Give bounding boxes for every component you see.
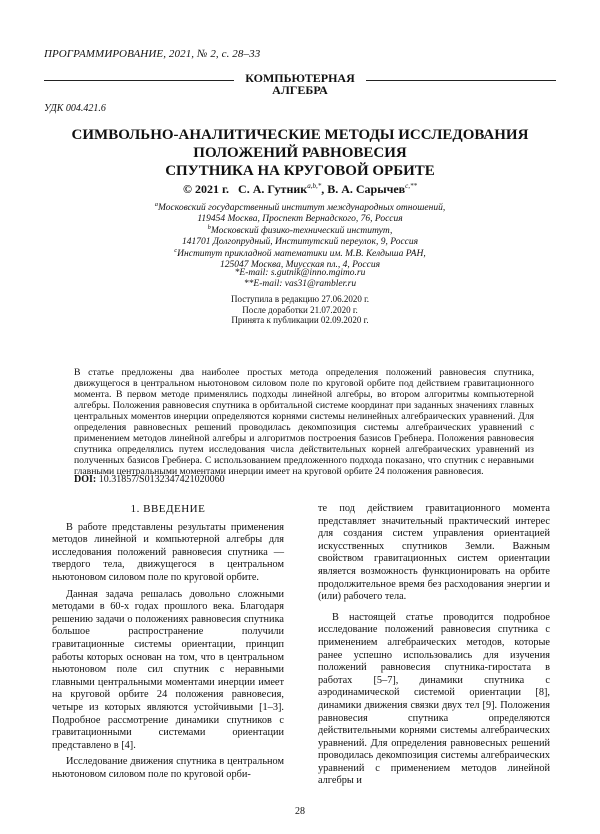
section-heading: [44, 68, 556, 98]
paragraph: Данная задача решалась довольно сложными методами в 60-х годах прошлого века. Благодаря решению задачи о положениях равновесия спутника большое распространение получили гравитационные системы ориентации, принцип работы которых основан на том, что в центральном ньютоновом поле сил спутник с неравными главными центральными моментами инерции имеет на круговой орбите 24 положения равновесия, четыре из которых являются устойчивыми [1–3]. Подробное рассмотрение динамики спутников с гравитационными системами ориентации представлено в [4].: [52, 588, 284, 751]
section-rule-right: [366, 80, 556, 81]
section-rule-left: [44, 80, 234, 81]
affiliation-b-line2: 141701 Долгопрудный, Институтский переулок, 9, Россия: [181, 237, 419, 248]
section-title-line2: АЛГЕБРА: [272, 83, 328, 97]
affiliation-a-line2: 119454 Москва, Проспект Вернадского, 76, Россия: [197, 214, 403, 225]
received-dates: [80, 294, 520, 326]
doi-value: 10.31857/S0132347421020060: [98, 474, 225, 485]
paragraph: В работе представлены результаты применения методов линейной и компьютерной алгебры для исследования положений равновесия спутника — твердого тела, движущегося в центральном ньютоновом силовом поле по круговой орбите.: [52, 521, 284, 583]
author-gutnik-sup: a,b,*: [307, 182, 322, 190]
abstract: В статье предложены два наиболее простых метода определения положений равновесия спутника, движущегося в центральном ньютоновом силовом поле по круговой орбите под действием гравитационного момента. В первом методе применялись подходы линейной алгебры, во втором алгоритмы компьютерной алгебры. Положения равновесия спутника в орбитальной системе координат при заданных значениях главных центральных моментов инерции определяются корнями системы нелинейных алгебраических уравнений. Для определения равновесных решений проводилась декомпозиция системы алгебраических уравнений с применением методов линейной алгебры и алгоритмов построения базисов Гребнера. Положения равновесия спутника определялись путем исследования числа действительных корней алгебраических уравнений из полученных базисов Гребнера. С использованием предложенного подхода показано, что спутник с неравными главными центральными моментами инерции имеет на круговой орбите 24 положения равновесия.: [74, 367, 534, 477]
affiliation-b-line1: Московский физико-технический институт,: [210, 226, 393, 237]
introduction-heading: 1. ВВЕДЕНИЕ: [130, 503, 206, 515]
journal-header: ПРОГРАММИРОВАНИЕ, 2021, № 2, с. 28–33: [44, 48, 261, 60]
doi-label: DOI:: [74, 474, 97, 485]
emails: [80, 268, 520, 290]
affiliation-c-sup: c: [174, 247, 178, 254]
doi: [74, 474, 225, 485]
udk-code: УДК 004.421.6: [44, 103, 106, 114]
author-separator: ,: [321, 182, 325, 196]
paragraph: В настоящей статье проводится подробное исследование положений равновесия спутника с применением алгебраических методов, которые ранее успешно использовались для изучения положений равновесия спутника-гиростата в работах [5–7], динамики спутника с аэродинамической системой ориентации [8], динамики движения связки двух тел [9]. Положения равновесия спутника определяются действительными корнями системы алгебраических уравнений. Для определения равновесных решений проводилась декомпозиция системы алгебраических уравнений с применением методов линейной алгебры и: [318, 611, 550, 787]
page-number: 28: [295, 806, 305, 817]
date-received: Поступила в редакцию 27.06.2020 г.: [230, 294, 369, 304]
column-left: [52, 503, 284, 785]
author-sarychev-sup: c,**: [405, 182, 418, 190]
authors-line: [60, 182, 540, 197]
affiliation-b-sup: b: [207, 224, 211, 231]
article-title: [60, 126, 540, 180]
section-title-line1: КОМПЬЮТЕРНАЯ: [245, 71, 355, 85]
paragraph: Исследование движения спутника в центральном ньютоновом силовом поле по круговой орби-: [52, 756, 284, 780]
column-right: [318, 503, 550, 792]
email-1: *E-mail: s.gutnik@inno.mgimo.ru: [234, 268, 366, 278]
affiliation-a-line1: Московский государственный институт международных отношений,: [158, 203, 446, 214]
author-sarychev: В. А. Сарычев: [327, 182, 406, 196]
copyright-year: © 2021 г.: [182, 182, 230, 196]
email-2: **E-mail: vas31@rambler.ru: [243, 279, 357, 289]
title-line2: ПОЛОЖЕНИЙ РАВНОВЕСИЯ: [193, 145, 407, 161]
title-line3: СПУТНИКА НА КРУГОВОЙ ОРБИТЕ: [165, 163, 435, 179]
paragraph: те под действием гравитационного момента представляет значительный практический интерес для создания систем управления ориентацией искусственных спутников Земли. Важным свойством гравитационных систем ориентации является возможность функционировать на орбите продолжительное время без расходования энергии и (или) рабочего тела.: [318, 503, 550, 603]
author-gutnik: С. А. Гутник: [238, 182, 308, 196]
affiliation-a-sup: a: [154, 201, 159, 208]
affiliation-c-line1: Институт прикладной математики им. М.В. Келдыша РАН,: [177, 249, 426, 260]
date-revised: После доработки 21.07.2020 г.: [242, 304, 358, 315]
title-line1: СИМВОЛЬНО-АНАЛИТИЧЕСКИЕ МЕТОДЫ ИССЛЕДОВАНИЯ: [71, 127, 529, 143]
date-accepted: Принята к публикации 02.09.2020 г.: [231, 315, 369, 325]
affiliation-c-line2: 125047 Москва, Миусская пл., 4, Россия: [219, 260, 380, 271]
